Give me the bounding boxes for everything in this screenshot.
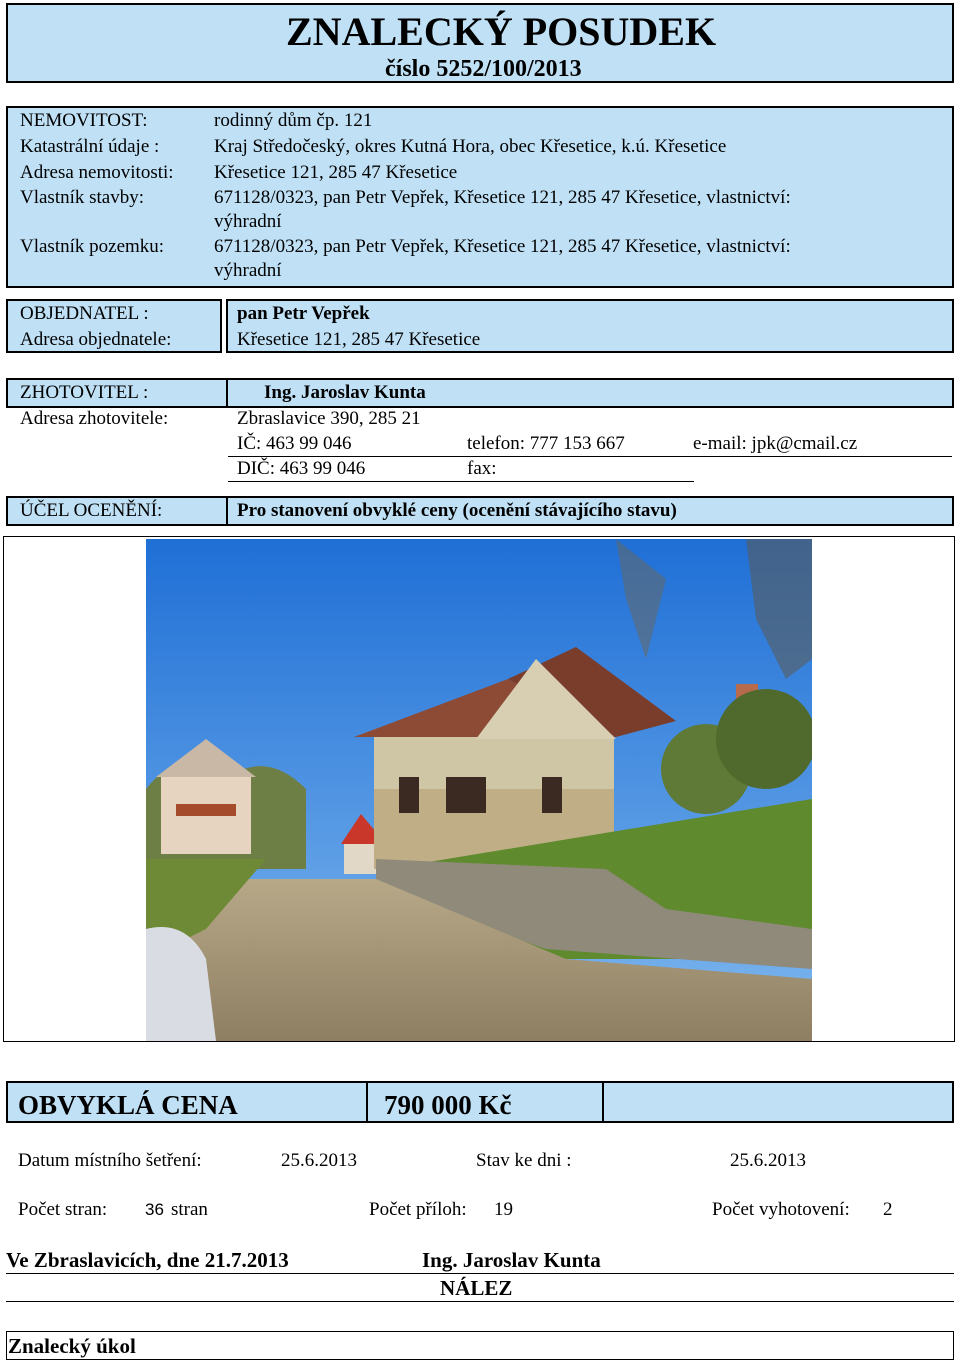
property-address-value: Křesetice 121, 285 47 Křesetice — [214, 162, 458, 183]
subsection-title: Znalecký úkol — [8, 1334, 136, 1358]
signature-name: Ing. Jaroslav Kunta — [422, 1248, 601, 1272]
building-owner-label: Vlastník stavby: — [20, 187, 145, 208]
building-owner-value: 671128/0323, pan Petr Vepřek, Křesetice 121, 285 47 Křesetice, vlastnictví: — [214, 187, 791, 208]
attachments-label: Počet příloh: — [369, 1199, 467, 1220]
property-value: rodinný dům čp. 121 — [214, 110, 373, 131]
contact-underline-2 — [228, 481, 694, 482]
cadastral-value: Kraj Středočeský, okres Kutná Hora, obec Křesetice, k.ú. Křesetice — [214, 136, 727, 157]
land-owner-value-cont: výhradní — [214, 260, 282, 281]
contractor-address: Zbraslavice 390, 285 21 — [237, 408, 421, 429]
contractor-phone: telefon: 777 153 667 — [467, 433, 625, 454]
contact-underline — [228, 456, 952, 457]
contractor-ic: IČ: 463 99 046 — [237, 433, 352, 454]
state-date: 25.6.2013 — [730, 1150, 806, 1171]
client-address: Křesetice 121, 285 47 Křesetice — [237, 329, 481, 350]
price-empty-cell — [602, 1081, 954, 1123]
pages-unit: stran — [171, 1199, 208, 1220]
place-date: Ve Zbraslavicích, dne 21.7.2013 — [6, 1248, 289, 1272]
cadastral-label: Katastrální údaje : — [20, 136, 160, 157]
attachments-count: 19 — [494, 1199, 513, 1220]
land-owner-value: 671128/0323, pan Petr Vepřek, Křesetice 121, 285 47 Křesetice, vlastnictví: — [214, 236, 791, 257]
copies-count: 2 — [883, 1199, 893, 1220]
land-owner-label: Vlastník pozemku: — [20, 236, 165, 257]
purpose-label: ÚČEL OCENĚNÍ: — [20, 500, 163, 521]
price-value: 790 000 Kč — [384, 1090, 512, 1120]
document-title: ZNALECKÝ POSUDEK — [286, 9, 717, 54]
copies-label: Počet vyhotovení: — [712, 1199, 850, 1220]
client-name: pan Petr Vepřek — [237, 303, 370, 324]
price-label: OBVYKLÁ CENA — [18, 1090, 238, 1120]
section-title: NÁLEZ — [440, 1276, 513, 1300]
section-title-underline — [6, 1301, 954, 1302]
state-date-label: Stav ke dni : — [476, 1150, 572, 1171]
contractor-fax: fax: — [467, 458, 497, 479]
document-number: číslo 5252/100/2013 — [385, 56, 582, 82]
property-label: NEMOVITOST: — [20, 110, 148, 131]
subsection-box — [6, 1331, 954, 1360]
contractor-dic: DIČ: 463 99 046 — [237, 458, 366, 479]
building-owner-value-cont: výhradní — [214, 211, 282, 232]
contractor-email: e-mail: jpk@cmail.cz — [693, 433, 858, 454]
client-label: OBJEDNATEL : — [20, 303, 149, 324]
purpose-value: Pro stanovení obvyklé ceny (ocenění stávajícího stavu) — [237, 500, 677, 521]
house-photo — [146, 539, 812, 1041]
inspection-date: 25.6.2013 — [281, 1150, 357, 1171]
pages-label: Počet stran: — [18, 1199, 108, 1220]
pages-count: 36 — [145, 1200, 164, 1219]
property-address-label: Adresa nemovitosti: — [20, 162, 174, 183]
inspection-date-label: Datum místního šetření: — [18, 1150, 202, 1171]
contractor-address-label: Adresa zhotovitele: — [20, 408, 169, 429]
signature-separator — [6, 1273, 954, 1274]
contractor-label: ZHOTOVITEL : — [20, 382, 149, 403]
client-address-label: Adresa objednatele: — [20, 329, 172, 350]
contractor-name: Ing. Jaroslav Kunta — [264, 382, 426, 403]
